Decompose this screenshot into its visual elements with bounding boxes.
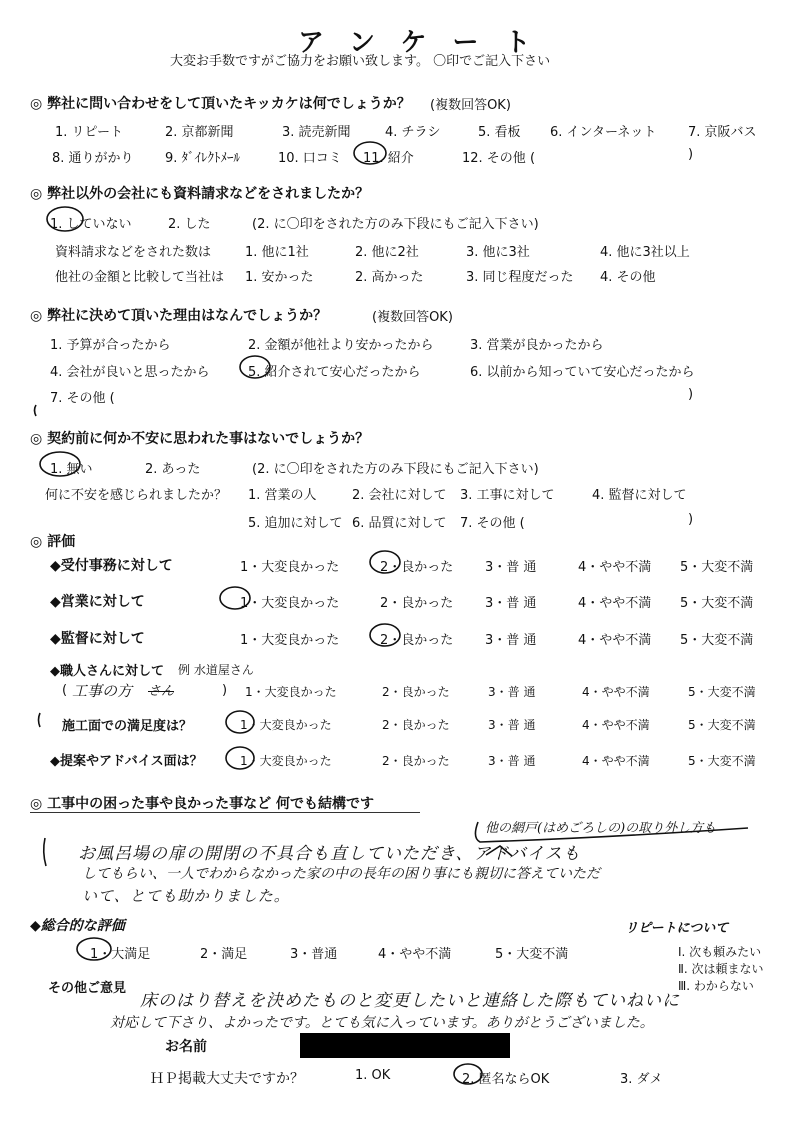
name-label: お名前 [165, 1039, 207, 1055]
comments-line: してもらい、一人でわからなかった家の中の長年の困り事にも親切に答えていただ [82, 866, 600, 882]
eval-option[interactable]: 5・大変不満 [680, 633, 754, 648]
q3-option[interactable]: 1. 予算が合ったから [50, 338, 171, 353]
q1-option[interactable]: 12. その他 ( [462, 151, 536, 166]
page-subtitle: 大変お手数ですがご協力をお願い致します。 〇印でご記入下さい [170, 54, 551, 69]
q4-title: ◎ 契約前に何か不安に思われた事はないでしょうか？ [30, 431, 370, 447]
q4-row1-option[interactable]: 2. 会社に対して [352, 488, 447, 503]
eval-option[interactable]: 3・普 通 [485, 560, 537, 575]
hp-option[interactable]: 1. OK [355, 1068, 391, 1083]
craft-paren-close: ) [222, 683, 228, 698]
q1-note: (複数回答OK) [430, 98, 511, 113]
eval-subrow-label: ◆提案やアドバイス面は？ [50, 754, 203, 769]
q1-option[interactable]: 4. チラシ [385, 125, 441, 140]
eval-option[interactable]: 1・大変良かった [240, 718, 332, 732]
q1-option[interactable]: 2. 京都新聞 [165, 125, 234, 140]
comments-line: お風呂場の扉の開閉の不具合も直していただき、アドバイスも [78, 844, 581, 864]
eval-option[interactable]: 5・大変不満 [680, 560, 754, 575]
craft-struck: さん [148, 684, 175, 699]
comments-line: いて、とても助かりました。 [82, 887, 290, 905]
eval-option[interactable]: 4・やや不満 [582, 685, 650, 699]
comment-left-bracket [44, 838, 46, 866]
hp-option[interactable]: 3. ダメ [620, 1072, 663, 1087]
repeat-title: リピートについて [625, 921, 729, 936]
opinion-label: その他ご意見 [48, 981, 127, 996]
q2-option[interactable]: 2. した [168, 217, 211, 232]
q4-row2-option[interactable]: 5. 追加に対して [248, 516, 343, 531]
q2-row2-option[interactable]: 4. その他 [600, 270, 656, 285]
q4-row1-option[interactable]: 1. 営業の人 [248, 488, 317, 503]
q4-row-label: 何に不安を感じられましたか？ [45, 488, 228, 503]
eval-option[interactable]: 2・良かった [382, 685, 450, 699]
q3-note: (複数回答OK) [372, 310, 453, 325]
eval-option[interactable]: 1・大変良かった [245, 685, 337, 699]
eval-row-label: ◆受付事務に対して [50, 558, 173, 574]
q1-option-close: ) [688, 147, 694, 162]
q2-row2-label: 他社の金額と比較して当社は [55, 270, 225, 285]
repeat-option[interactable]: Ⅰ. 次も頼みたい [678, 945, 762, 959]
eval-subrow-label: 施工面での満足度は？ [62, 719, 193, 734]
craft-written: 工事の方 [72, 682, 133, 700]
overall-title: ◆総合的な評価 [30, 918, 125, 934]
craft-paren-open: ( [62, 683, 68, 698]
overall-option[interactable]: 2・満足 [200, 947, 248, 962]
q4-row2-close: ) [688, 512, 694, 527]
overall-option[interactable]: 3・普通 [290, 947, 338, 962]
eval-option[interactable]: 3・普 通 [488, 718, 536, 732]
overall-option[interactable]: 4・やや不満 [378, 947, 452, 962]
eval-option[interactable]: 1・大変良かった [240, 560, 340, 575]
q2-instruction: (2. に〇印をされた方のみ下段にもご記入下さい) [252, 217, 539, 232]
q3-option[interactable]: 6. 以前から知っていて安心だったから [470, 365, 695, 380]
q4-row2-option[interactable]: 6. 品質に対して [352, 516, 447, 531]
eval-title: ◎ 評価 [30, 534, 76, 550]
q4-option[interactable]: 2. あった [145, 462, 201, 477]
q4-option[interactable]: 1. 無い [50, 462, 93, 477]
eval-row-label: ◆監督に対して [50, 631, 145, 647]
q1-option[interactable]: 1. リピート [55, 125, 124, 140]
repeat-option[interactable]: Ⅲ. わからない [678, 979, 754, 993]
overall-option[interactable]: 1・大満足 [90, 947, 151, 962]
eval-option[interactable]: 2・良かった [382, 718, 450, 732]
q2-row1-option[interactable]: 3. 他に3社 [466, 245, 530, 260]
q2-row1-option[interactable]: 2. 他に2社 [355, 245, 419, 260]
craft-label: ◆職人さんに対して [50, 664, 164, 679]
hp-option[interactable]: 2. 匿名ならOK [462, 1072, 550, 1087]
eval-option[interactable]: 2・良かった [380, 596, 454, 611]
comments-title: ◎ 工事中の困った事や良かった事など 何でも結構です [30, 796, 374, 812]
opinion-line: 床のはり替えを決めたものと変更したいと連絡した際もていねいに [140, 991, 680, 1011]
q1-option[interactable]: 7. 京阪バス [688, 125, 757, 140]
eval-option[interactable]: 5・大変不満 [688, 685, 756, 699]
q1-option[interactable]: 11. 紹介 [363, 151, 414, 166]
q1-option[interactable]: 10. 口コミ [278, 151, 342, 166]
comments-insert: 他の網戸(はめごろしの)の取り外し方も [485, 821, 717, 836]
eval-option[interactable]: 3・普 通 [488, 754, 536, 768]
q2-row2-option[interactable]: 2. 高かった [355, 270, 424, 285]
hp-question: ＨＰ掲載大丈夫ですか？ [150, 1071, 304, 1087]
eval-option[interactable]: 5・大変不満 [688, 718, 756, 732]
eval-option[interactable]: 4・やや不満 [578, 560, 652, 575]
eval-option[interactable]: 2・良かった [380, 560, 454, 575]
name-redaction [300, 1033, 510, 1058]
page-title: アンケート [298, 28, 557, 58]
q1-option[interactable]: 9. ﾀﾞｲﾚｸﾄﾒｰﾙ [165, 151, 241, 166]
q2-row2-option[interactable]: 1. 安かった [245, 270, 314, 285]
q3-option-close: ) [688, 387, 694, 402]
q3-option[interactable]: 4. 会社が良いと思ったから [50, 365, 210, 380]
q3-option[interactable]: 7. その他 ( [50, 391, 115, 406]
eval-row-label: ◆営業に対して [50, 594, 145, 610]
eval-option[interactable]: 1・大変良かった [240, 754, 332, 768]
margin-mark [35, 405, 37, 416]
eval-option[interactable]: 3・普 通 [488, 685, 536, 699]
q1-option[interactable]: 6. インターネット [550, 125, 657, 140]
eval-option[interactable]: 3・普 通 [485, 596, 537, 611]
eval-option[interactable]: 4・やや不満 [582, 754, 650, 768]
q1-option[interactable]: 8. 通りがかり [52, 151, 134, 166]
q3-option[interactable]: 5. 紹介されて安心だったから [248, 365, 421, 380]
q2-row1-option[interactable]: 4. 他に3社以上 [600, 245, 690, 260]
eval-option[interactable]: 4・やや不満 [582, 718, 650, 732]
margin-mark [39, 713, 41, 727]
eval-option[interactable]: 5・大変不満 [688, 754, 756, 768]
q4-row2-option[interactable]: 7. その他 ( [460, 516, 525, 531]
repeat-option[interactable]: Ⅱ. 次は頼まない [678, 962, 764, 976]
q2-row1-option[interactable]: 1. 他に1社 [245, 245, 309, 260]
q2-option[interactable]: 1. していない [50, 217, 132, 232]
overall-option[interactable]: 5・大変不満 [495, 947, 569, 962]
eval-option[interactable]: 1・大変良かった [240, 633, 340, 648]
eval-option[interactable]: 5・大変不満 [680, 596, 754, 611]
q1-title: ◎ 弊社に問い合わせをして頂いたキッカケは何でしょうか？ [30, 96, 411, 112]
eval-option[interactable]: 2・良かった [382, 754, 450, 768]
q4-row1-option[interactable]: 3. 工事に対して [460, 488, 555, 503]
comments-title-underline [30, 812, 420, 813]
eval-option[interactable]: 1・大変良かった [240, 596, 340, 611]
q1-option[interactable]: 3. 読売新聞 [282, 125, 351, 140]
q4-row1-option[interactable]: 4. 監督に対して [592, 488, 687, 503]
q2-row1-label: 資料請求などをされた数は [55, 245, 212, 260]
eval-option[interactable]: 4・やや不満 [578, 633, 652, 648]
q3-option[interactable]: 3. 営業が良かったから [470, 338, 604, 353]
q4-instruction: (2. に〇印をされた方のみ下段にもご記入下さい) [252, 462, 539, 477]
craft-example: 例 水道屋さん [178, 663, 254, 677]
eval-option[interactable]: 4・やや不満 [578, 596, 652, 611]
q1-option[interactable]: 5. 看板 [478, 125, 521, 140]
q2-title: ◎ 弊社以外の会社にも資料請求などをされましたか？ [30, 186, 370, 202]
eval-option[interactable]: 2・良かった [380, 633, 454, 648]
q3-title: ◎ 弊社に決めて頂いた理由はなんでしょうか？ [30, 308, 328, 324]
q2-row2-option[interactable]: 3. 同じ程度だった [466, 270, 574, 285]
eval-option[interactable]: 3・普 通 [485, 633, 537, 648]
q3-option[interactable]: 2. 金額が他社より安かったから [248, 338, 434, 353]
opinion-line: 対応して下さり、よかったです。とても気に入っています。ありがとうございました。 [110, 1015, 654, 1031]
